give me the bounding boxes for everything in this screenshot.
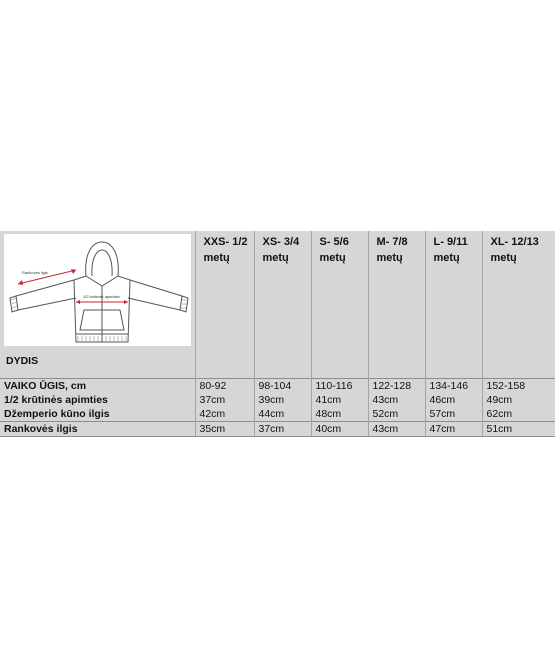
table-cell: 35cm [195,422,254,437]
size-column-header: XXS- 1/2 metų [195,231,254,379]
header-row [0,231,555,379]
table-cell: 46cm [425,393,482,407]
table-cell: 98-104 [254,379,311,394]
table-row [0,407,555,422]
table-cell: 49cm [486,394,513,406]
table-cell: 43cm [368,393,425,407]
table-cell: 110-116 [311,379,368,394]
table-cell: 122-128 [368,379,425,394]
table-cell: 42cm [195,407,254,422]
size-header-label: DYDIS [6,355,39,367]
table-row [0,422,555,437]
table-cell: 80-92 [195,379,254,394]
table-cell: 47cm [425,422,482,437]
size-column-header: M- 7/8 metų [368,231,425,379]
table-cell: 44cm [254,407,311,422]
table-cell: 40cm [311,422,368,437]
table-cell: 152-158 [482,379,555,394]
table-cell: 37cm [254,422,311,437]
header-figure-cell [0,231,195,379]
table-cell: 48cm [311,407,368,422]
row-label: 1/2 krūtinės apimties [0,393,195,407]
row-label: Rankovės ilgis [0,422,195,437]
size-column-header: L- 9/11 metų [425,231,482,379]
table-cell: 37cm [195,393,254,407]
table-cell: 134-146 [425,379,482,394]
row-label: Džemperio kūno ilgis [0,407,195,422]
size-table [0,231,555,437]
hoodie-diagram [4,234,191,346]
table-cell: 39cm [254,393,311,407]
size-column-header: S- 5/6 metų [311,231,368,379]
sleeve-length-label: Rankovės ilgis [22,270,48,275]
table-cell: 57cm [425,407,482,422]
table-cell: 52cm [368,407,425,422]
row-label: VAIKO ŪGIS, cm [0,379,195,394]
table-row [0,379,555,394]
size-column-header: XL- 12/13 metų [490,236,539,264]
table-cell: 62cm [486,408,513,420]
table-row [0,393,555,407]
size-column-header: XS- 3/4 metų [254,231,311,379]
table-cell: 41cm [311,393,368,407]
chest-width-label: 1/2 krūtinės apimties [83,294,120,299]
hoodie-illustration [4,234,191,346]
table-cell: 43cm [368,422,425,437]
table-cell: 51cm [482,422,555,437]
size-chart [0,231,555,436]
